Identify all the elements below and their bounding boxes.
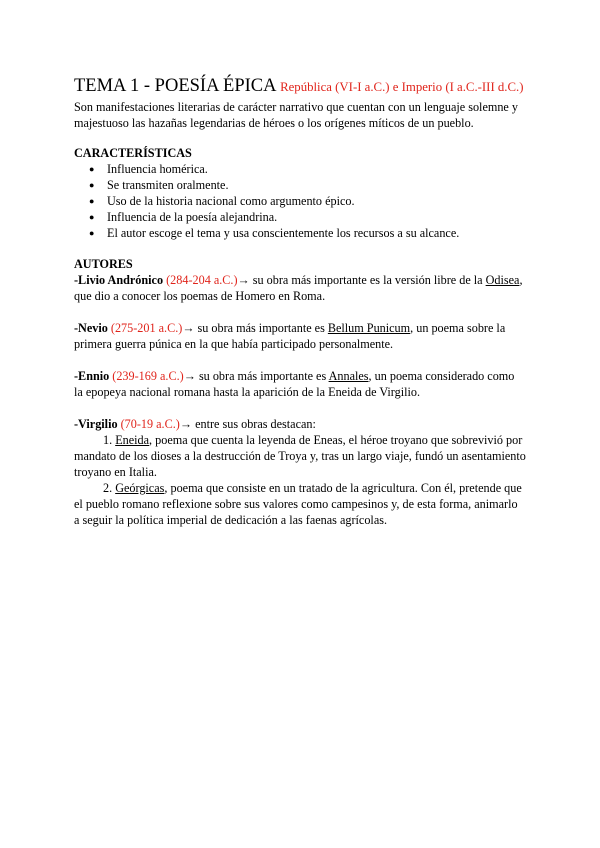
- author-name: -Virgilio: [74, 417, 118, 431]
- author-text: entre sus obras destacan:: [192, 417, 316, 431]
- document-body: [74, 76, 526, 528]
- arrow-icon: →: [179, 417, 193, 431]
- work-number: 1.: [103, 433, 113, 447]
- author-livio: [74, 272, 526, 304]
- work-title: Eneida: [115, 433, 150, 447]
- author-name: -Nevio: [74, 321, 108, 335]
- author-name: -Livio Andrónico: [74, 273, 164, 287]
- work-title: Odisea: [485, 273, 520, 287]
- author-dates: (284-204 a.C.): [166, 273, 238, 287]
- authors-heading: AUTORES: [74, 257, 133, 271]
- virgilio-work-1: [74, 432, 526, 480]
- work-number: 2.: [103, 481, 113, 495]
- work-description: , poema que cuenta la leyenda de Eneas, el héroe troyano que sobrevivió por mandato de los dioses a la destrucción de Troya y, tras un largo viaje, fundó un asentamiento troyano en Italia.: [74, 433, 526, 479]
- work-title: Geórgicas: [115, 481, 165, 495]
- author-name: -Ennio: [74, 369, 110, 383]
- page-title-line: [74, 76, 526, 98]
- arrow-icon: →: [183, 369, 196, 383]
- page-title: TEMA 1 - POESÍA ÉPICA: [74, 76, 276, 96]
- arrow-icon: →: [237, 273, 250, 287]
- list-item: ● Influencia de la poesía alejandrina.: [74, 209, 526, 225]
- list-item: ● Influencia homérica.: [74, 161, 526, 177]
- author-ennio: [74, 368, 526, 400]
- list-item: ● Uso de la historia nacional como argumento épico.: [74, 193, 526, 209]
- author-text: su obra más importante es: [195, 369, 329, 383]
- work-title: Annales: [328, 369, 369, 383]
- author-virgilio: [74, 416, 526, 432]
- characteristics-heading: CARACTERÍSTICAS: [74, 146, 192, 160]
- author-text: , un poema considerado como la epopeya nacional romana hasta la aparición de la Eneida de Virgilio.: [74, 369, 515, 399]
- work-description: , poema que consiste en un tratado de la agricultura. Con él, pretende que el pueblo romano reflexione sobre sus valores como campesinos y, de esta forma, animarlo a seguir la política imperial de dedicación a las faenas agrícolas.: [74, 481, 522, 527]
- list-item: ● Se transmiten oralmente.: [74, 177, 526, 193]
- author-dates: (275-201 a.C.): [110, 321, 183, 335]
- list-item: ● El autor escoge el tema y usa conscientemente los recursos a su alcance.: [74, 225, 526, 241]
- author-dates: (239-169 a.C.): [112, 369, 184, 383]
- author-text: , que dio a conocer los poemas de Homero en Roma.: [74, 273, 523, 303]
- author-text: , un poema sobre la primera guerra púnica en la que había participado personalmente.: [74, 321, 506, 351]
- work-title: Bellum Punicum: [327, 321, 411, 335]
- author-text: su obra más importante es: [194, 321, 328, 335]
- arrow-icon: →: [182, 321, 195, 335]
- author-text: su obra más importante es la versión libre de la: [249, 273, 486, 287]
- virgilio-work-2: [74, 480, 526, 528]
- title-subtitle: República (VI-I a.C.) e Imperio (I a.C.-III d.C.): [280, 80, 524, 94]
- author-nevio: [74, 320, 526, 352]
- author-dates: (70-19 a.C.): [120, 417, 180, 431]
- characteristics-list: [74, 161, 526, 241]
- intro-paragraph: Son manifestaciones literarias de carácter narrativo que cuentan con un lenguaje solemne y majestuoso las hazañas legendarias de héroes o los orígenes míticos de un pueblo.: [74, 100, 518, 130]
